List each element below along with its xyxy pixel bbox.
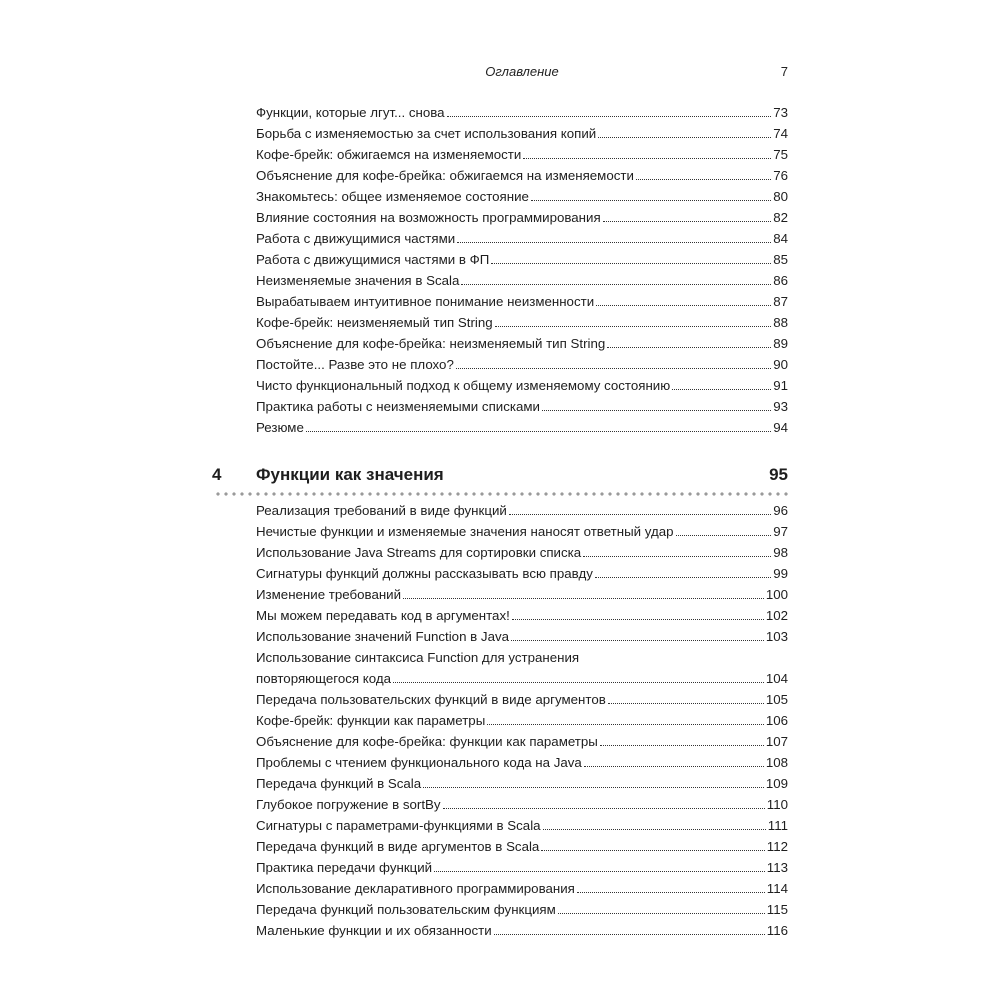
toc-entry-title: Функции, которые лгут... снова — [256, 105, 445, 120]
toc-entry-title: Влияние состояния на возможность программирования — [256, 210, 601, 225]
toc-entry-title: Постойте... Разве это не плохо? — [256, 357, 454, 372]
toc-entry-page: 86 — [773, 273, 788, 288]
toc-entry-title: Резюме — [256, 420, 304, 435]
dot-leader — [491, 258, 771, 264]
toc-entry[interactable] — [256, 542, 788, 563]
toc-entry-page: 76 — [773, 168, 788, 183]
toc-entry[interactable] — [256, 249, 788, 270]
dot-leader — [403, 593, 764, 599]
toc-entry-page: 105 — [765, 692, 788, 707]
dot-leader — [598, 132, 771, 138]
toc-entry[interactable] — [256, 731, 788, 752]
toc-entry-page: 99 — [773, 566, 788, 581]
toc-entry-page: 75 — [773, 147, 788, 162]
toc-entry-page: 108 — [765, 755, 788, 770]
dot-leader — [423, 782, 764, 788]
toc-entry[interactable] — [256, 102, 788, 123]
toc-entry-title: Передача функций пользовательским функциям — [256, 902, 556, 917]
toc-entry-page: 97 — [773, 524, 788, 539]
toc-entry-title: Объяснение для кофе-брейка: неизменяемый тип String — [256, 336, 606, 351]
toc-entry-page: 82 — [773, 210, 788, 225]
toc-entry[interactable] — [256, 626, 788, 647]
toc-section-previous — [256, 102, 788, 438]
toc-entry-title: Проблемы с чтением функционального кода на Java — [256, 755, 582, 770]
toc-entry-title: Знакомьтесь: общее изменяемое состояние — [256, 189, 529, 204]
toc-entry[interactable] — [256, 165, 788, 186]
chapter-title: Функции как значения — [256, 465, 444, 484]
dot-leader — [600, 740, 764, 746]
toc-entry-page: 73 — [773, 105, 788, 120]
toc-entry-title: Работа с движущимися частями в ФП — [256, 252, 490, 267]
toc-entry-title: Передача пользовательских функций в виде аргументов — [256, 692, 606, 707]
toc-entry-title: Неизменяемые значения в Scala — [256, 273, 460, 288]
chapter-divider — [214, 492, 788, 496]
dot-leader — [542, 405, 771, 411]
dot-leader — [495, 321, 772, 327]
toc-entry-page: 84 — [773, 231, 788, 246]
running-head — [256, 62, 788, 82]
toc-entry-title: Объяснение для кофе-брейка: функции как параметры — [256, 734, 598, 749]
toc-entry-page: 110 — [766, 797, 788, 812]
chapter-heading[interactable] — [212, 460, 788, 490]
toc-entry[interactable] — [256, 333, 788, 354]
toc-entry-title: Изменение требований — [256, 587, 402, 602]
dot-leader — [523, 153, 771, 159]
toc-entry-page: 100 — [765, 587, 788, 602]
toc-entry-title: Кофе-брейк: обжигаемся на изменяемости — [256, 147, 522, 162]
toc-entry[interactable] — [256, 291, 788, 312]
toc-entry-page: 85 — [773, 252, 788, 267]
toc-entry[interactable] — [256, 899, 788, 920]
toc-entry-page: 96 — [773, 503, 788, 518]
dot-leader — [636, 174, 771, 180]
toc-entry-page: 98 — [773, 545, 788, 560]
toc-entry[interactable] — [256, 689, 788, 710]
dot-leader — [487, 719, 764, 725]
toc-entry[interactable] — [256, 605, 788, 626]
toc-entry-page: 107 — [765, 734, 788, 749]
toc-entry[interactable] — [256, 857, 788, 878]
toc-entry-title: Вырабатываем интуитивное понимание неизменности — [256, 294, 595, 309]
toc-entry[interactable] — [256, 500, 788, 521]
toc-entry-title: Мы можем передавать код в аргументах! — [256, 608, 510, 623]
chapter-page: 95 — [769, 465, 788, 484]
toc-entry[interactable] — [256, 354, 788, 375]
toc-entry-title: Кофе-брейк: неизменяемый тип String — [256, 315, 493, 330]
toc-entry-title-continued: повторяющегося кода — [256, 671, 392, 686]
toc-entry[interactable] — [256, 647, 788, 689]
toc-entry[interactable] — [256, 375, 788, 396]
toc-entry-title: Практика работы с неизменяемыми списками — [256, 399, 540, 414]
toc-entry-page: 74 — [773, 126, 788, 141]
toc-entry-title: Кофе-брейк: функции как параметры — [256, 713, 486, 728]
toc-entry-page: 116 — [766, 923, 788, 938]
toc-entry[interactable] — [256, 920, 788, 941]
toc-entry[interactable] — [256, 710, 788, 731]
toc-entry-page: 80 — [773, 189, 788, 204]
toc-entry-title: Передача функций в виде аргументов в Scala — [256, 839, 540, 854]
toc-entry-title: Нечистые функции и изменяемые значения наносят ответный удар — [256, 524, 674, 539]
toc-entry-title: Использование синтаксиса Function для устранения — [256, 650, 580, 665]
toc-entry-page: 112 — [766, 839, 788, 854]
dot-leader — [461, 279, 771, 285]
dot-leader — [457, 237, 771, 243]
toc-entry-page: 102 — [765, 608, 788, 623]
toc-entry-title: Чисто функциональный подход к общему изменяемому состоянию — [256, 378, 671, 393]
dot-leader — [672, 384, 771, 390]
toc-entry[interactable] — [256, 186, 788, 207]
toc-entry-page: 106 — [765, 713, 788, 728]
dot-leader — [608, 698, 764, 704]
toc-entry-title: Реализация требований в виде функций — [256, 503, 507, 518]
toc-entry-page: 89 — [773, 336, 788, 351]
toc-section-chapter-4 — [256, 500, 788, 941]
dot-leader — [584, 761, 764, 767]
toc-entry-title: Сигнатуры с параметрами-функциями в Scala — [256, 818, 541, 833]
toc-entry[interactable] — [256, 521, 788, 542]
toc-entry[interactable] — [256, 207, 788, 228]
dot-leader — [447, 111, 772, 117]
toc-entry-title: Использование значений Function в Java — [256, 629, 510, 644]
dot-leader — [393, 677, 764, 683]
toc-entry-title: Сигнатуры функций должны рассказывать всю правду — [256, 566, 593, 581]
toc-entry-title: Работа с движущимися частями — [256, 231, 456, 246]
toc-entry-page: 114 — [766, 881, 788, 896]
toc-entry-page: 111 — [767, 818, 788, 833]
toc-entry-page: 90 — [773, 357, 788, 372]
toc-entry-page: 93 — [773, 399, 788, 414]
toc-entry[interactable] — [256, 417, 788, 438]
dot-leader — [558, 908, 765, 914]
chapter-number: 4 — [212, 465, 222, 484]
page-number: 7 — [780, 64, 788, 79]
toc-entry[interactable] — [256, 794, 788, 815]
toc-entry[interactable] — [256, 228, 788, 249]
toc-entry-page: 104 — [765, 671, 788, 686]
toc-entry[interactable] — [256, 312, 788, 333]
toc-entry-title: Использование декларативного программирования — [256, 881, 575, 896]
toc-entry-page: 103 — [765, 629, 788, 644]
toc-entry-title: Использование Java Streams для сортировки списка — [256, 545, 582, 560]
toc-entry[interactable] — [256, 123, 788, 144]
toc-entry[interactable] — [256, 396, 788, 417]
toc-entry-page: 115 — [766, 902, 788, 917]
toc-entry-title: Передача функций в Scala — [256, 776, 422, 791]
toc-entry-page: 109 — [765, 776, 788, 791]
toc-entry-title: Объяснение для кофе-брейка: обжигаемся на изменяемости — [256, 168, 634, 183]
toc-entry[interactable] — [256, 773, 788, 794]
dot-leader — [607, 342, 771, 348]
dot-leader — [603, 216, 772, 222]
toc-entry-page: 113 — [766, 860, 788, 875]
dot-leader — [543, 824, 766, 830]
dot-leader — [595, 572, 771, 578]
toc-entry[interactable] — [256, 563, 788, 584]
toc-entry-page: 88 — [773, 315, 788, 330]
toc-entry[interactable] — [256, 815, 788, 836]
dot-leader — [583, 551, 771, 557]
toc-entry-title: Практика передачи функций — [256, 860, 433, 875]
running-title: Оглавление — [485, 64, 559, 79]
toc-entry[interactable] — [256, 584, 788, 605]
toc-entry-title: Глубокое погружение в sortBy — [256, 797, 441, 812]
toc-entry-title: Борьба с изменяемостью за счет использования копий — [256, 126, 597, 141]
toc-entry-page: 91 — [773, 378, 788, 393]
dot-leader — [494, 929, 765, 935]
dot-leader — [306, 426, 771, 432]
dot-leader — [511, 635, 764, 641]
dot-leader — [512, 614, 764, 620]
toc-entry-page: 94 — [773, 420, 788, 435]
dot-leader — [577, 887, 765, 893]
dot-leader — [443, 803, 765, 809]
dot-leader — [676, 530, 772, 536]
toc-entry[interactable] — [256, 836, 788, 857]
dot-leader — [509, 509, 771, 515]
toc-entry[interactable] — [256, 270, 788, 291]
dot-leader — [596, 300, 771, 306]
toc-entry[interactable] — [256, 752, 788, 773]
dot-leader — [541, 845, 764, 851]
dot-leader — [531, 195, 771, 201]
toc-entry-page: 87 — [773, 294, 788, 309]
dot-leader — [434, 866, 765, 872]
toc-entry-title: Маленькие функции и их обязанности — [256, 923, 492, 938]
dot-leader — [456, 363, 771, 369]
toc-entry[interactable] — [256, 144, 788, 165]
toc-entry[interactable] — [256, 878, 788, 899]
